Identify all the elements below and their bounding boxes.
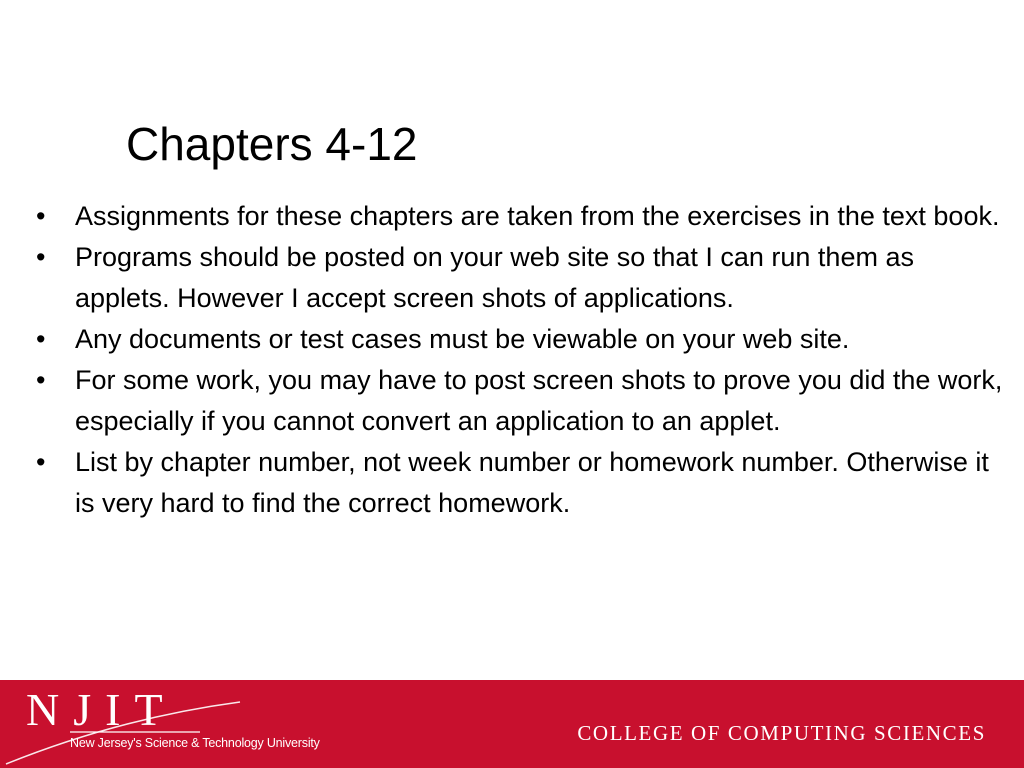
njit-logo: NJIT [26,684,177,735]
bullet-item [0,319,1010,360]
bullet-item [0,237,1010,319]
college-name: COLLEGE OF COMPUTING SCIENCES [577,721,986,745]
bullet-item [0,360,1010,442]
bullet-text: For some work, you may have to post screen shots to prove you did the work, especially if you cannot convert an application to an applet. [75,365,1003,436]
bullet-text: Assignments for these chapters are taken from the exercises in the text book. [75,201,1000,231]
bullet-icon: • [36,201,46,231]
university-tagline: New Jersey's Science & Technology University [70,736,320,750]
bullet-list [0,196,1010,524]
bullet-item [0,196,1010,237]
bullet-item [0,442,1010,524]
bullet-text: Programs should be posted on your web site so that I can run them as applets. However I accept screen shots of applications. [75,242,914,313]
bullet-icon: • [36,447,46,477]
bullet-text: List by chapter number, not week number or homework number. Otherwise it is very hard to find the correct homework. [75,447,989,518]
bullet-icon: • [36,365,46,395]
footer-banner [0,680,1024,768]
bullet-text: Any documents or test cases must be viewable on your web site. [75,324,850,354]
slide-title: Chapters 4-12 [126,118,418,170]
bullet-icon: • [36,242,46,272]
bullet-icon: • [36,324,46,354]
